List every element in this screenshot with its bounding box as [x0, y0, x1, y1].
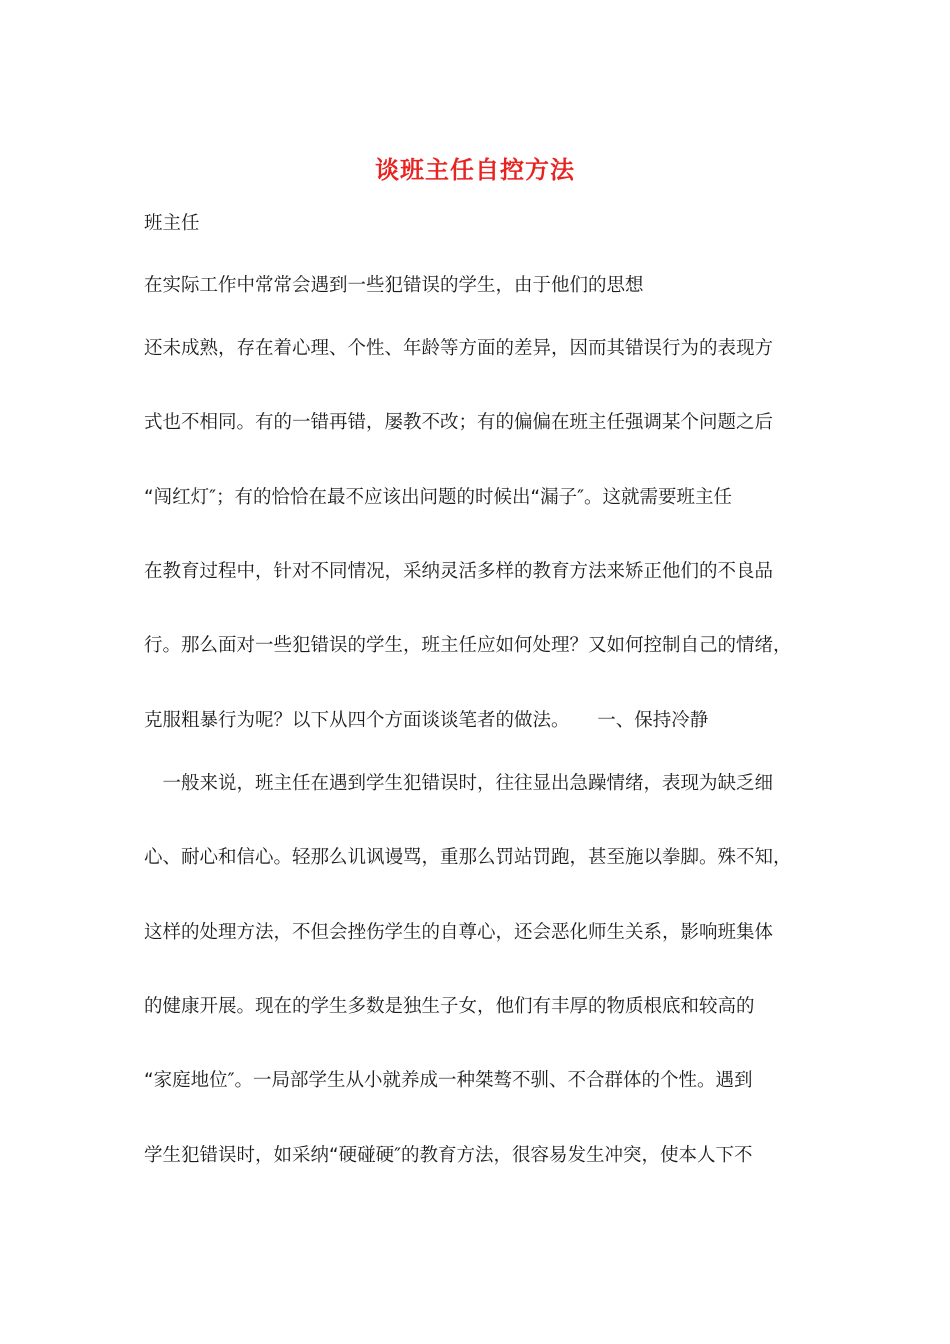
paragraph-line: 式也不相同。有的一错再错，屡教不改；有的偏偏在班主任强调某个问题之后: [144, 412, 774, 433]
paragraph-line: 学生犯错误时，如采纳“硬碰硬″的教育方法，很容易发生冲突，使本人下不: [144, 1145, 753, 1166]
document-author: 班主任: [144, 213, 200, 234]
paragraph-line: 在教育过程中，针对不同情况，采纳灵活多样的教育方法来矫正他们的不良品: [144, 561, 774, 582]
paragraph-line: “家庭地位″。一局部学生从小就养成一种桀骜不驯、不合群体的个性。遇到: [144, 1070, 753, 1091]
paragraph-line: “闯红灯″；有的恰恰在最不应该出问题的时候出“漏子″。这就需要班主任: [144, 487, 732, 508]
paragraph-line: 行。那么面对一些犯错误的学生，班主任应如何处理？又如何控制自己的情绪，: [144, 635, 792, 656]
document-title: 谈班主任自控方法: [375, 155, 575, 184]
paragraph-line: 心、耐心和信心。轻那么讥讽谩骂，重那么罚站罚跑，甚至施以拳脚。殊不知，: [144, 847, 792, 868]
paragraph-line: 在实际工作中常常会遇到一些犯错误的学生，由于他们的思想: [144, 275, 644, 296]
paragraph-line: 的健康开展。现在的学生多数是独生子女，他们有丰厚的物质根底和较高的: [144, 996, 755, 1017]
paragraph-line: 还未成熟，存在着心理、个性、年龄等方面的差异，因而其错误行为的表现方: [144, 338, 774, 359]
paragraph-line: 这样的处理方法，不但会挫伤学生的自尊心，还会恶化师生关系，影响班集体: [144, 922, 774, 943]
paragraph-line: 一般来说，班主任在遇到学生犯错误时，往往显出急躁情绪，表现为缺乏细: [144, 773, 774, 794]
paragraph-line: 克服粗暴行为呢？以下从四个方面谈谈笔者的做法。 一、保持冷静: [144, 710, 709, 731]
